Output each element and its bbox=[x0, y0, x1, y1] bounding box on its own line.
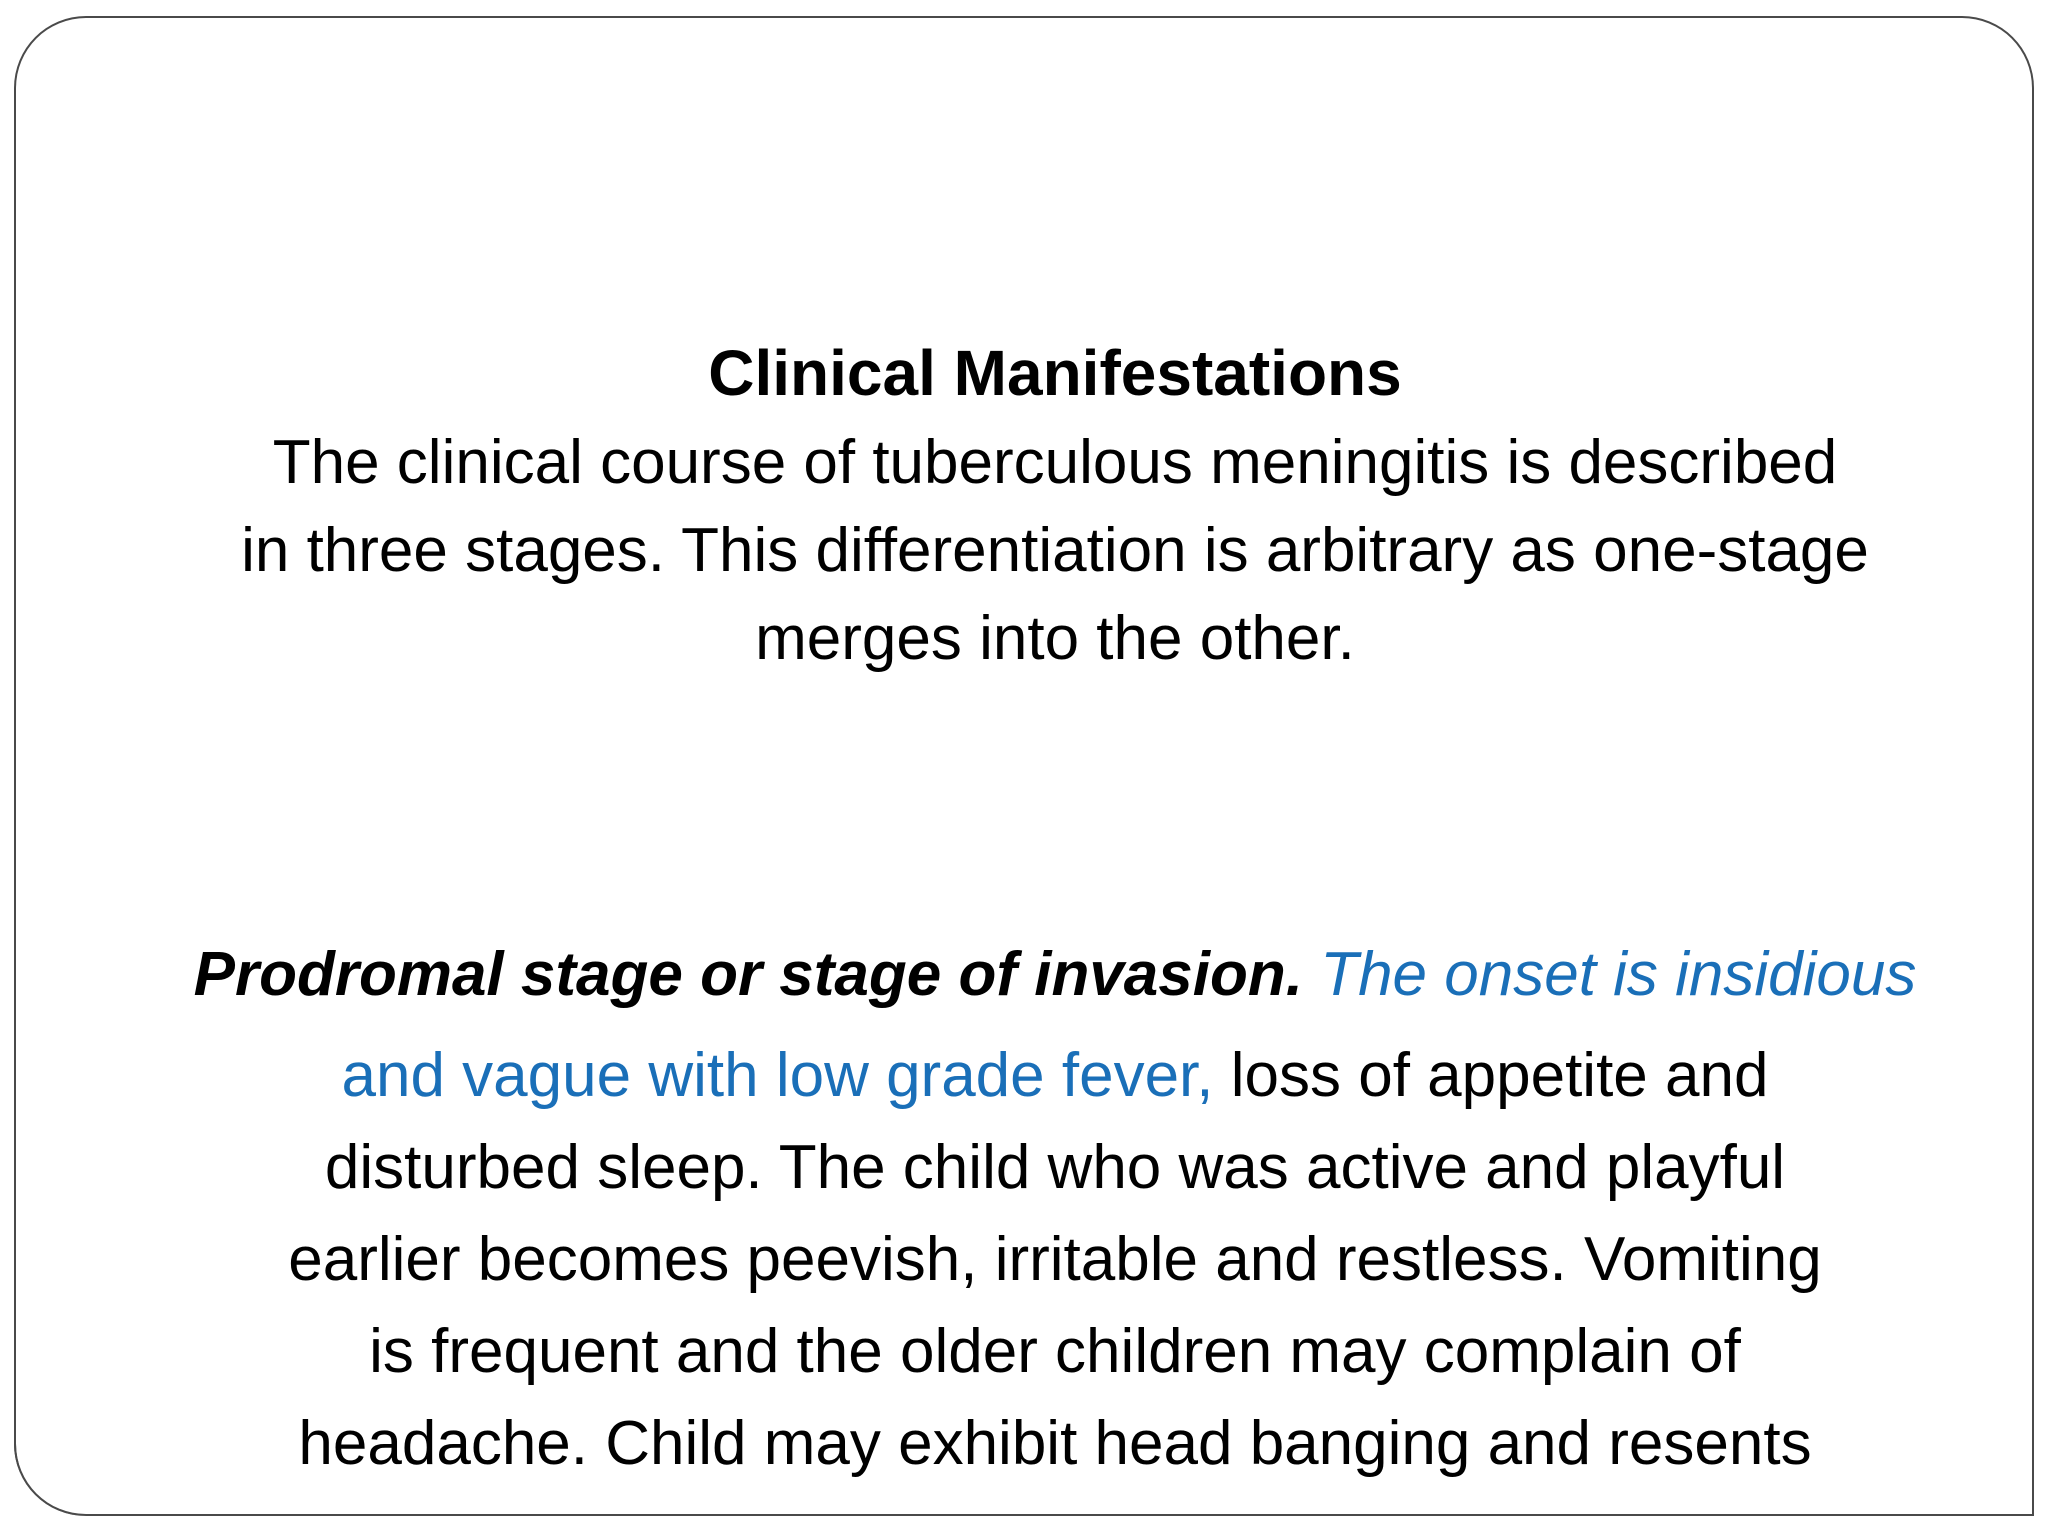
prodromal-fever-text: and vague with low grade fever, bbox=[341, 1041, 1214, 1110]
slide-frame-bottom-edge bbox=[86, 1514, 2034, 1516]
prodromal-onset-text: The onset is insidious bbox=[1302, 940, 1917, 1009]
prodromal-line-2: disturbed sleep. The child who was active and playful bbox=[324, 1133, 1786, 1202]
prodromal-heading-line bbox=[180, 938, 1930, 1012]
slide-frame-corner bbox=[14, 1444, 86, 1516]
prodromal-line-5: headache. Child may exhibit head banging and resents bbox=[298, 1409, 1812, 1478]
prodromal-line-4: is frequent and the older children may complain of bbox=[369, 1317, 1741, 1386]
slide-title: Clinical Manifestations bbox=[708, 337, 1402, 409]
intro-line-2: in three stages. This differentiation is arbitrary as one-stage bbox=[241, 516, 1869, 585]
intro-paragraph bbox=[180, 426, 1930, 690]
prodromal-stage-heading: Prodromal stage or stage of invasion. bbox=[193, 940, 1303, 1009]
prodromal-line-3: earlier becomes peevish, irritable and restless. Vomiting bbox=[288, 1225, 1822, 1294]
prodromal-line-1 bbox=[180, 1030, 1930, 1122]
prodromal-appetite-text: loss of appetite and bbox=[1213, 1041, 1769, 1110]
intro-line-3: merges into the other. bbox=[755, 604, 1355, 673]
intro-line-1: The clinical course of tuberculous meningitis is described bbox=[272, 428, 1838, 497]
prodromal-stage-paragraph bbox=[180, 938, 1930, 1490]
